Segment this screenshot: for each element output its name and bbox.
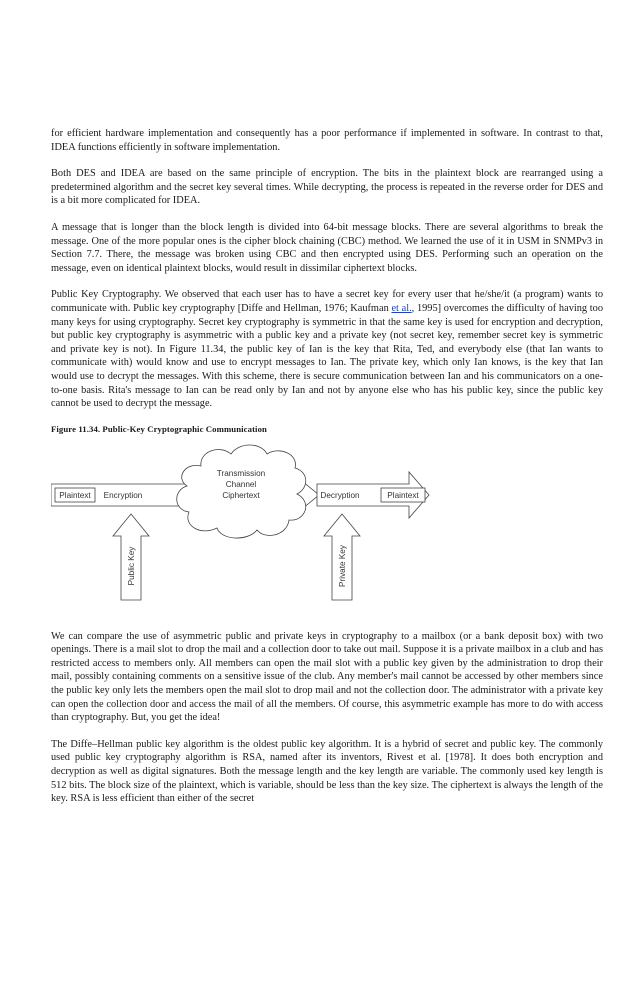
text-column — [51, 127, 603, 819]
label-ciphertext: Ciphertext — [222, 490, 260, 500]
label-transmission: Transmission — [216, 468, 266, 478]
paragraph-5: We can compare the use of asymmetric public and private keys in cryptography to a mailbox (or a bank deposit box) with two openings. There is a mail slot to drop the mail and a collection door to take out mail. Suppose it is a private mailbox in a club and has restricted access to members only. All members can open the mail slot with a public key given by the administration to drop their mail, possibly containing comments on a sensitive issue of the club. Any member's mail cannot be accessed by other members since the public key only lets the members open the mail slot to drop mail and not the collection door. The administrator with a private key can open the collection door and access the mail of all the members. Of course, this asymmetric example has more to do with access than cryptography. But, you get the idea! — [51, 630, 603, 724]
label-private-key: Private Key — [338, 544, 347, 587]
label-public-key: Public Key — [127, 546, 136, 586]
paragraph-4-part-1: Public Key Cryptography. We observed that each user has to have a secret key for every user that he/she/it (a program) wants to communicate with. Public key cryptography [Diffe and Hellman, 1976; Kaufman — [51, 289, 603, 314]
label-plaintext-in: Plaintext — [59, 490, 91, 500]
label-encryption: Encryption — [103, 490, 143, 500]
public-key-diagram — [51, 440, 603, 620]
paragraph-2: Both DES and IDEA are based on the same principle of encryption. The bits in the plaintext block are rearranged using a predetermined algorithm and the secret key several times. While decrypting, the process is repeated in the reverse order for DES and is a bit more complicated for IDEA. — [51, 168, 603, 207]
figure-diagram — [51, 440, 603, 620]
label-plaintext-out: Plaintext — [387, 490, 419, 500]
label-decryption: Decryption — [320, 490, 360, 500]
et-al-link[interactable]: et al. — [391, 302, 412, 314]
paragraph-1: for efficient hardware implementation and consequently has a poor performance if implemented in software. In contrast to that, IDEA functions efficiently in software implementation. — [51, 128, 603, 153]
label-channel: Channel — [225, 479, 257, 489]
paragraph-4 — [51, 288, 603, 410]
paragraph-3: A message that is longer than the block length is divided into 64-bit message blocks. There are several algorithms to break the message. One of the more popular ones is the cipher block chaining (CBC) method. We learned the use of it in USM in SNMPv3 in Section 7.7. There, the message was broken using CBC and then encrypted using DES. Performing such an operation on the message, even on identical plaintext blocks, would result in dissimilar ciphertext blocks. — [51, 221, 603, 274]
paragraph-6: The Diffe–Hellman public key algorithm is the oldest public key algorithm. It is a hybrid of secret and public key. The commonly used public key cryptography algorithm is RSA, named after its inventors, Rivest et al. [1978]. It does both encryption and decryption as well as digital signatures. Both the message length and the key length are variable. The commonly used key length is 512 bits. The block size of the plaintext, which is variable, should be less than the key size. The ciphertext is always the length of the key. RSA is less efficient than either of the secret — [51, 738, 603, 805]
figure-caption: Figure 11.34. Public-Key Cryptographic Communication — [51, 423, 267, 434]
paragraph-4-part-2: , 1995] overcomes the difficulty of having too many keys for using cryptography. Secret key cryptography is symmetric in that the same key is used for encryption and decryption, but public key cryptography is asymmetric with a public key and a private key (not secret key, remember secret key is symmetric and private key is not). In Figure 11.34, the public key of Ian is the key that Rita, Ted, and everybody else (that Ian wants to communicate with) would know and use to encrypt messages to Ian. The private key, which only Ian knows, is the key that Ian would use to decrypt the messages. With this scheme, there is secure communication between Ian and his communicators on a one-to-one basis. Rita's message to Ian can be read only by Ian and not by anyone else who has his public key, since the public key cannot be used to decrypt the message. — [51, 302, 603, 410]
